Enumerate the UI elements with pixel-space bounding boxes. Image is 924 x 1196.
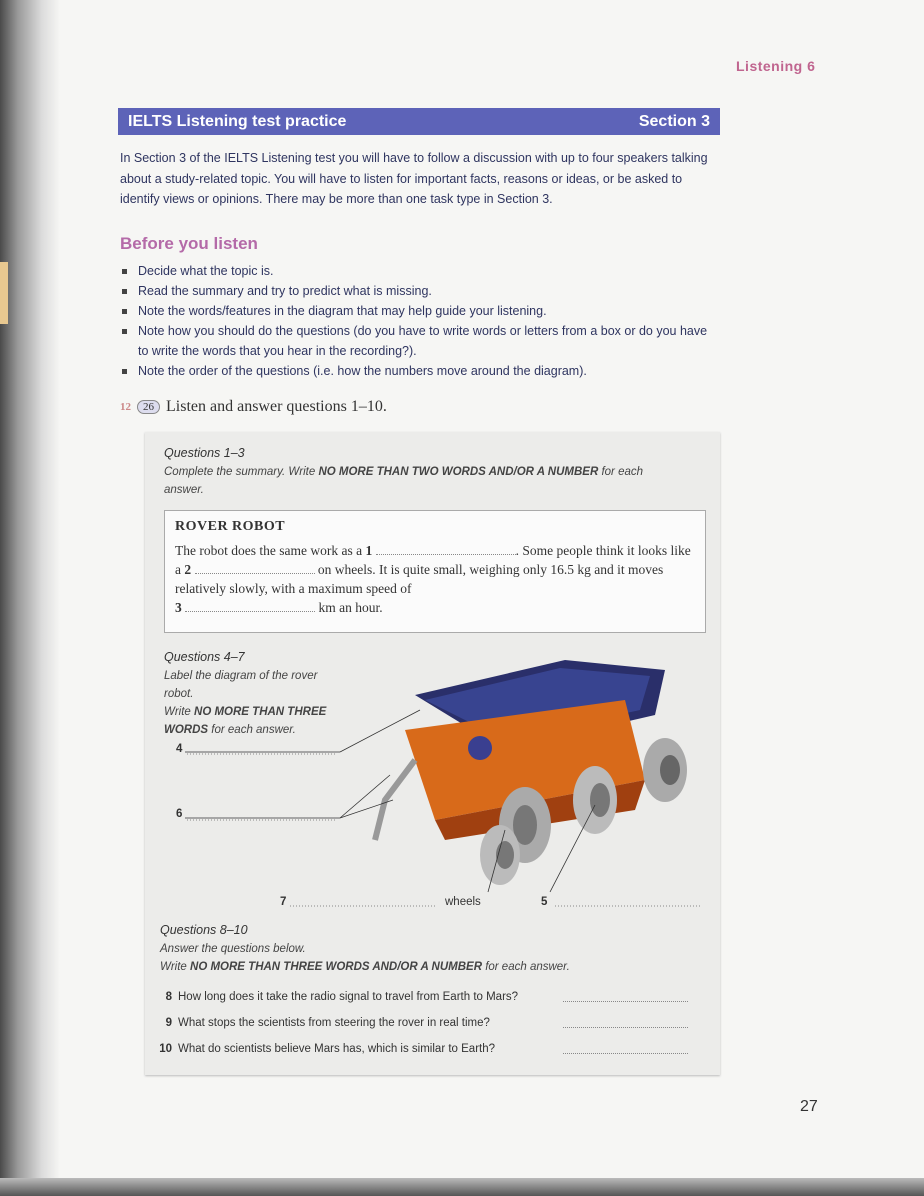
tip-item: Note how you should do the questions (do you have to write words or letters from a box or do you have to write the words that you hear in the recording?). <box>120 321 720 361</box>
tip-item: Note the words/features in the diagram that may help guide your listening. <box>120 301 720 321</box>
instr-text: for each answer. <box>482 961 570 973</box>
answer-gap-2[interactable] <box>195 563 315 574</box>
summary-fragment: on wheels. It is quite small, weighing only 16.5 kg and it moves relatively slowly, with a maximum speed of <box>175 562 664 596</box>
summary-fragment: km an hour. <box>315 600 383 615</box>
instr-text: for each answer. <box>208 724 296 736</box>
question-9 <box>158 1017 688 1029</box>
question-text: What stops the scientists from steering the rover in real time? <box>178 1017 490 1029</box>
listen-instruction <box>120 398 387 416</box>
tips-list <box>120 261 720 381</box>
question-text: What do scientists believe Mars has, which is similar to Earth? <box>178 1043 496 1055</box>
section-banner <box>118 108 720 135</box>
summary-title: ROVER ROBOT <box>175 519 286 534</box>
questions-8-10-instructions <box>160 940 720 976</box>
summary-text <box>175 541 695 617</box>
page-tab-marker <box>0 262 8 324</box>
questions-8-10-heading: Questions 8–10 <box>160 923 248 937</box>
instr-text: for each answer. <box>164 466 644 496</box>
running-head: Listening 6 <box>736 58 816 74</box>
questions-1-3-instructions <box>164 463 684 499</box>
cd-track: 26 <box>143 401 154 413</box>
question-number: 10 <box>159 1043 172 1055</box>
answer-line-10[interactable] <box>563 1043 688 1054</box>
instr-bold: NO MORE THAN THREE WORDS <box>164 706 327 736</box>
page-number: 27 <box>800 1098 818 1115</box>
label-4: 4 <box>176 743 183 755</box>
question-8 <box>158 991 688 1003</box>
answer-line-8[interactable] <box>563 991 688 1002</box>
question-10 <box>158 1043 688 1055</box>
summary-box <box>164 510 706 633</box>
answer-gap-3[interactable] <box>185 601 315 612</box>
question-text: How long does it take the radio signal to travel from Earth to Mars? <box>178 991 519 1003</box>
summary-fragment: The robot does the same work as a <box>175 543 366 558</box>
intro-paragraph: In Section 3 of the IELTS Listening test you will have to follow a discussion with up to four speakers talking about a study-related topic. You will have to listen for important facts, reasons or ideas, or be asked to identify views or opinions. There may be more than one task type in Section 3. <box>120 151 708 206</box>
track-number: 12 <box>120 401 131 413</box>
cd-icon <box>137 400 160 414</box>
instr-bold: NO MORE THAN TWO WORDS AND/OR A NUMBER <box>318 466 599 478</box>
gap-number: 2 <box>184 562 192 577</box>
label-5: 5 <box>541 896 548 908</box>
banner-title: IELTS Listening test practice <box>128 112 347 130</box>
tip-item: Note the order of the questions (i.e. how the numbers move around the diagram). <box>120 361 720 381</box>
answer-line-9[interactable] <box>563 1017 688 1028</box>
answer-gap-1[interactable] <box>376 544 516 555</box>
questions-4-7-heading: Questions 4–7 <box>164 650 245 664</box>
before-you-listen-heading: Before you listen <box>120 234 258 253</box>
page-binding-shadow <box>0 0 60 1196</box>
label-7: 7 <box>280 896 287 908</box>
instr-text: Write <box>164 706 195 718</box>
question-number: 9 <box>165 1017 172 1029</box>
instr-text: Write <box>160 961 191 973</box>
instr-text: Complete the summary. Write <box>164 466 319 478</box>
rover-diagram <box>145 640 720 920</box>
questions-1-3-heading: Questions 1–3 <box>164 446 245 460</box>
gap-number: 1 <box>365 543 373 558</box>
scan-bottom-edge <box>0 1178 924 1196</box>
banner-section: Section 3 <box>638 112 710 130</box>
instr-text: Label the diagram of the rover robot. <box>164 670 318 700</box>
gap-number: 3 <box>175 600 182 615</box>
tip-item: Decide what the topic is. <box>120 261 720 281</box>
summary-fragment: . Some people think it looks like a <box>175 543 691 577</box>
rover-robot-illustration <box>375 660 687 885</box>
instr-bold: NO MORE THAN THREE WORDS AND/OR A NUMBER <box>190 961 482 973</box>
instr-text: Answer the questions below. <box>160 943 306 955</box>
label-wheels: wheels <box>445 896 481 908</box>
label-6: 6 <box>176 808 183 820</box>
listen-text: Listen and answer questions 1–10. <box>166 398 387 415</box>
tip-item: Read the summary and try to predict what is missing. <box>120 281 720 301</box>
question-number: 8 <box>165 991 172 1003</box>
